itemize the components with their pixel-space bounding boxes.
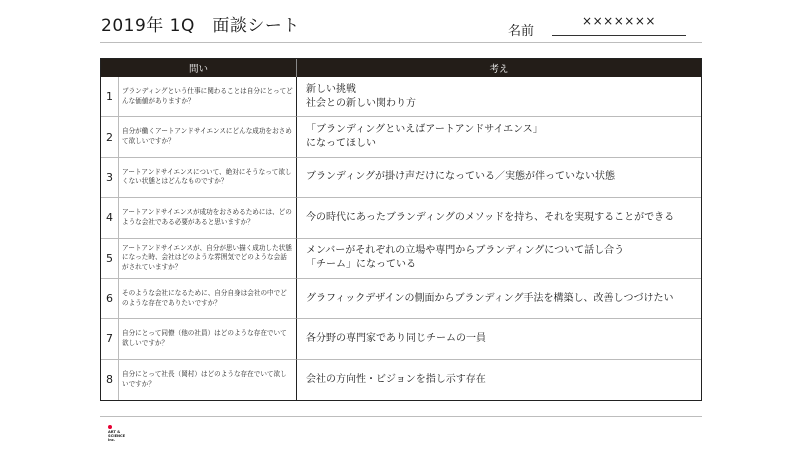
question-cell: そのような会社になるために、自分自身は会社の中でどのような存在でありたいですか？	[119, 279, 297, 319]
question-cell: 自分にとって同僚（他の社員）はどのような存在でいて欲しいですか？	[119, 319, 297, 359]
row-number: 2	[101, 117, 119, 157]
logo-text: ART & SCIENCE inc.	[108, 430, 126, 443]
question-column-header: 問い	[101, 59, 297, 77]
row-number: 7	[101, 319, 119, 359]
name-value: ×××××××	[582, 14, 656, 28]
row-number: 1	[101, 77, 119, 117]
question-cell: ブランディングという仕事に関わることは自分にとってどんな価値がありますか？	[119, 77, 297, 117]
question-cell: アートアンドサイエンスが成功をおさめるためには、どのような会社である必要があると思いますか？	[119, 198, 297, 238]
name-label: 名前	[508, 24, 535, 39]
question-cell: アートアンドサイエンスについて、絶対にそうなって欲しくない状態とはどんなものですか？	[119, 158, 297, 198]
footer-divider	[100, 416, 702, 417]
question-cell: 自分にとって社長（岡村）はどのような存在でいて欲しいですか？	[119, 360, 297, 400]
answer-cell: 新しい挑戦 社会との新しい関わり方	[297, 77, 701, 117]
answer-cell: メンバーがそれぞれの立場や専門からブランディングについて話し合う 「チーム」になっている	[297, 239, 701, 279]
question-cell: 自分が働くアートアンドサイエンスにどんな成功をおさめて欲しいですか？	[119, 117, 297, 157]
answer-column-header: 考え	[297, 59, 701, 77]
row-number: 8	[101, 360, 119, 400]
sheet-title: 2019年 1Q 面談シート	[101, 16, 300, 36]
row-number: 5	[101, 239, 119, 279]
header-divider	[100, 42, 702, 43]
question-cell: アートアンドサイエンスが、自分が思い描く成功した状態になった時、会社はどのような雰囲気でどのような会話がされていますか？	[119, 239, 297, 279]
name-underline	[552, 35, 686, 36]
row-number: 3	[101, 158, 119, 198]
answer-cell: 各分野の専門家であり同じチームの一員	[297, 319, 701, 359]
answer-cell: 「ブランディングといえばアートアンドサイエンス」 になってほしい	[297, 117, 701, 157]
row-number: 4	[101, 198, 119, 238]
row-number: 6	[101, 279, 119, 319]
interview-table	[100, 58, 702, 401]
answer-cell: グラフィックデザインの側面からブランディング手法を構築し、改善しつづけたい	[297, 279, 701, 319]
answer-cell: 今の時代にあったブランディングのメソッドを持ち、それを実現することができる	[297, 198, 701, 238]
answer-cell: 会社の方向性・ビジョンを指し示す存在	[306, 373, 486, 385]
logo-dot-icon	[108, 425, 112, 429]
answer-cell: ブランディングが掛け声だけになっている／実態が伴っていない状態	[297, 158, 701, 198]
